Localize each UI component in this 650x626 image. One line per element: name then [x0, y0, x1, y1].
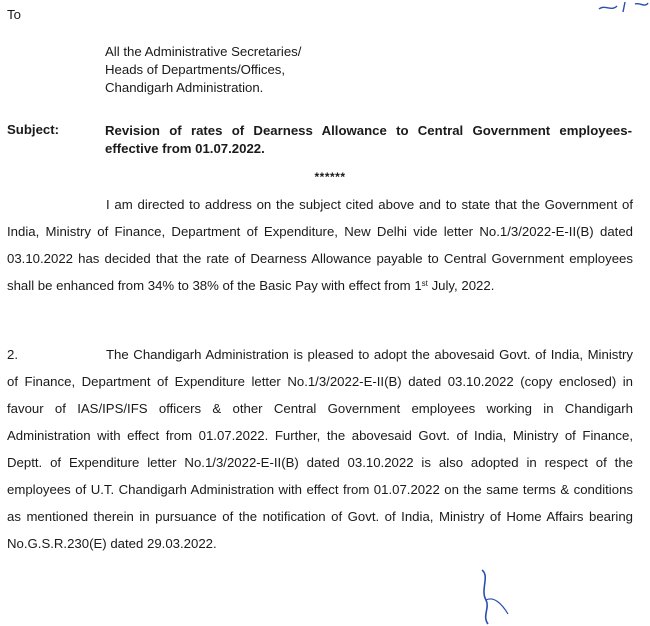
paragraph-2-text: The Chandigarh Administration is pleased to adopt the abovesaid Govt. of India, Ministry of Finance, Department of Expenditure letter No.1/3/2022-E-II(B) dated 03.10.2022 (copy enclosed) in favour of IAS/IPS/IFS officers & other Central Government employees working in Chandigarh Administration with effect from 01.07.2022. Further, the abovesaid Govt. of India, Ministry of Finance, Deptt. of Expenditure letter No.1/3/2022-E-II(B) dated 03.10.2022 is also adopted in respect of the employees of U.T. Chandigarh Administration with effect from 01.07.2022 on the same terms & conditions as mentioned therein in pursuance of the notification of Govt. of India, Ministry of Home Affairs bearing No.G.S.R.230(E) dated 29.03.2022.	[7, 347, 633, 551]
paragraph-2	[7, 341, 633, 557]
addressee-block	[105, 43, 301, 97]
addressee-line: Chandigarh Administration.	[105, 80, 264, 95]
subject-label: Subject:	[7, 122, 60, 137]
subject-text: Revision of rates of Dearness Allowance to Central Government employees- effective from 01.07.2022.	[105, 123, 632, 156]
signature-ink-mark	[468, 566, 528, 626]
paragraph-number: 2.	[7, 347, 18, 362]
separator-stars: ******	[314, 170, 346, 184]
paragraph-1	[7, 191, 633, 299]
to-label: To	[7, 7, 21, 22]
addressee-line: All the Administrative Secretaries/	[105, 44, 302, 59]
paragraph-1-tail: July, 2022.	[427, 278, 495, 293]
pen-mark-corner	[595, 0, 650, 14]
paragraph-1-text: I am directed to address on the subject cited above and to state that the Government of India, Ministry of Finance, Department of Expenditure, New Delhi vide letter No.1/3/2022-E-II(B) dated 03.10.2022 has decided that the rate of Dearness Allowance payable to Central Government employees shall be enhanced from 34% to 38% of the Basic Pay with effect from 1	[7, 197, 633, 293]
addressee-line: Heads of Departments/Offices,	[105, 62, 286, 77]
ordinal-suffix: st	[421, 279, 428, 288]
